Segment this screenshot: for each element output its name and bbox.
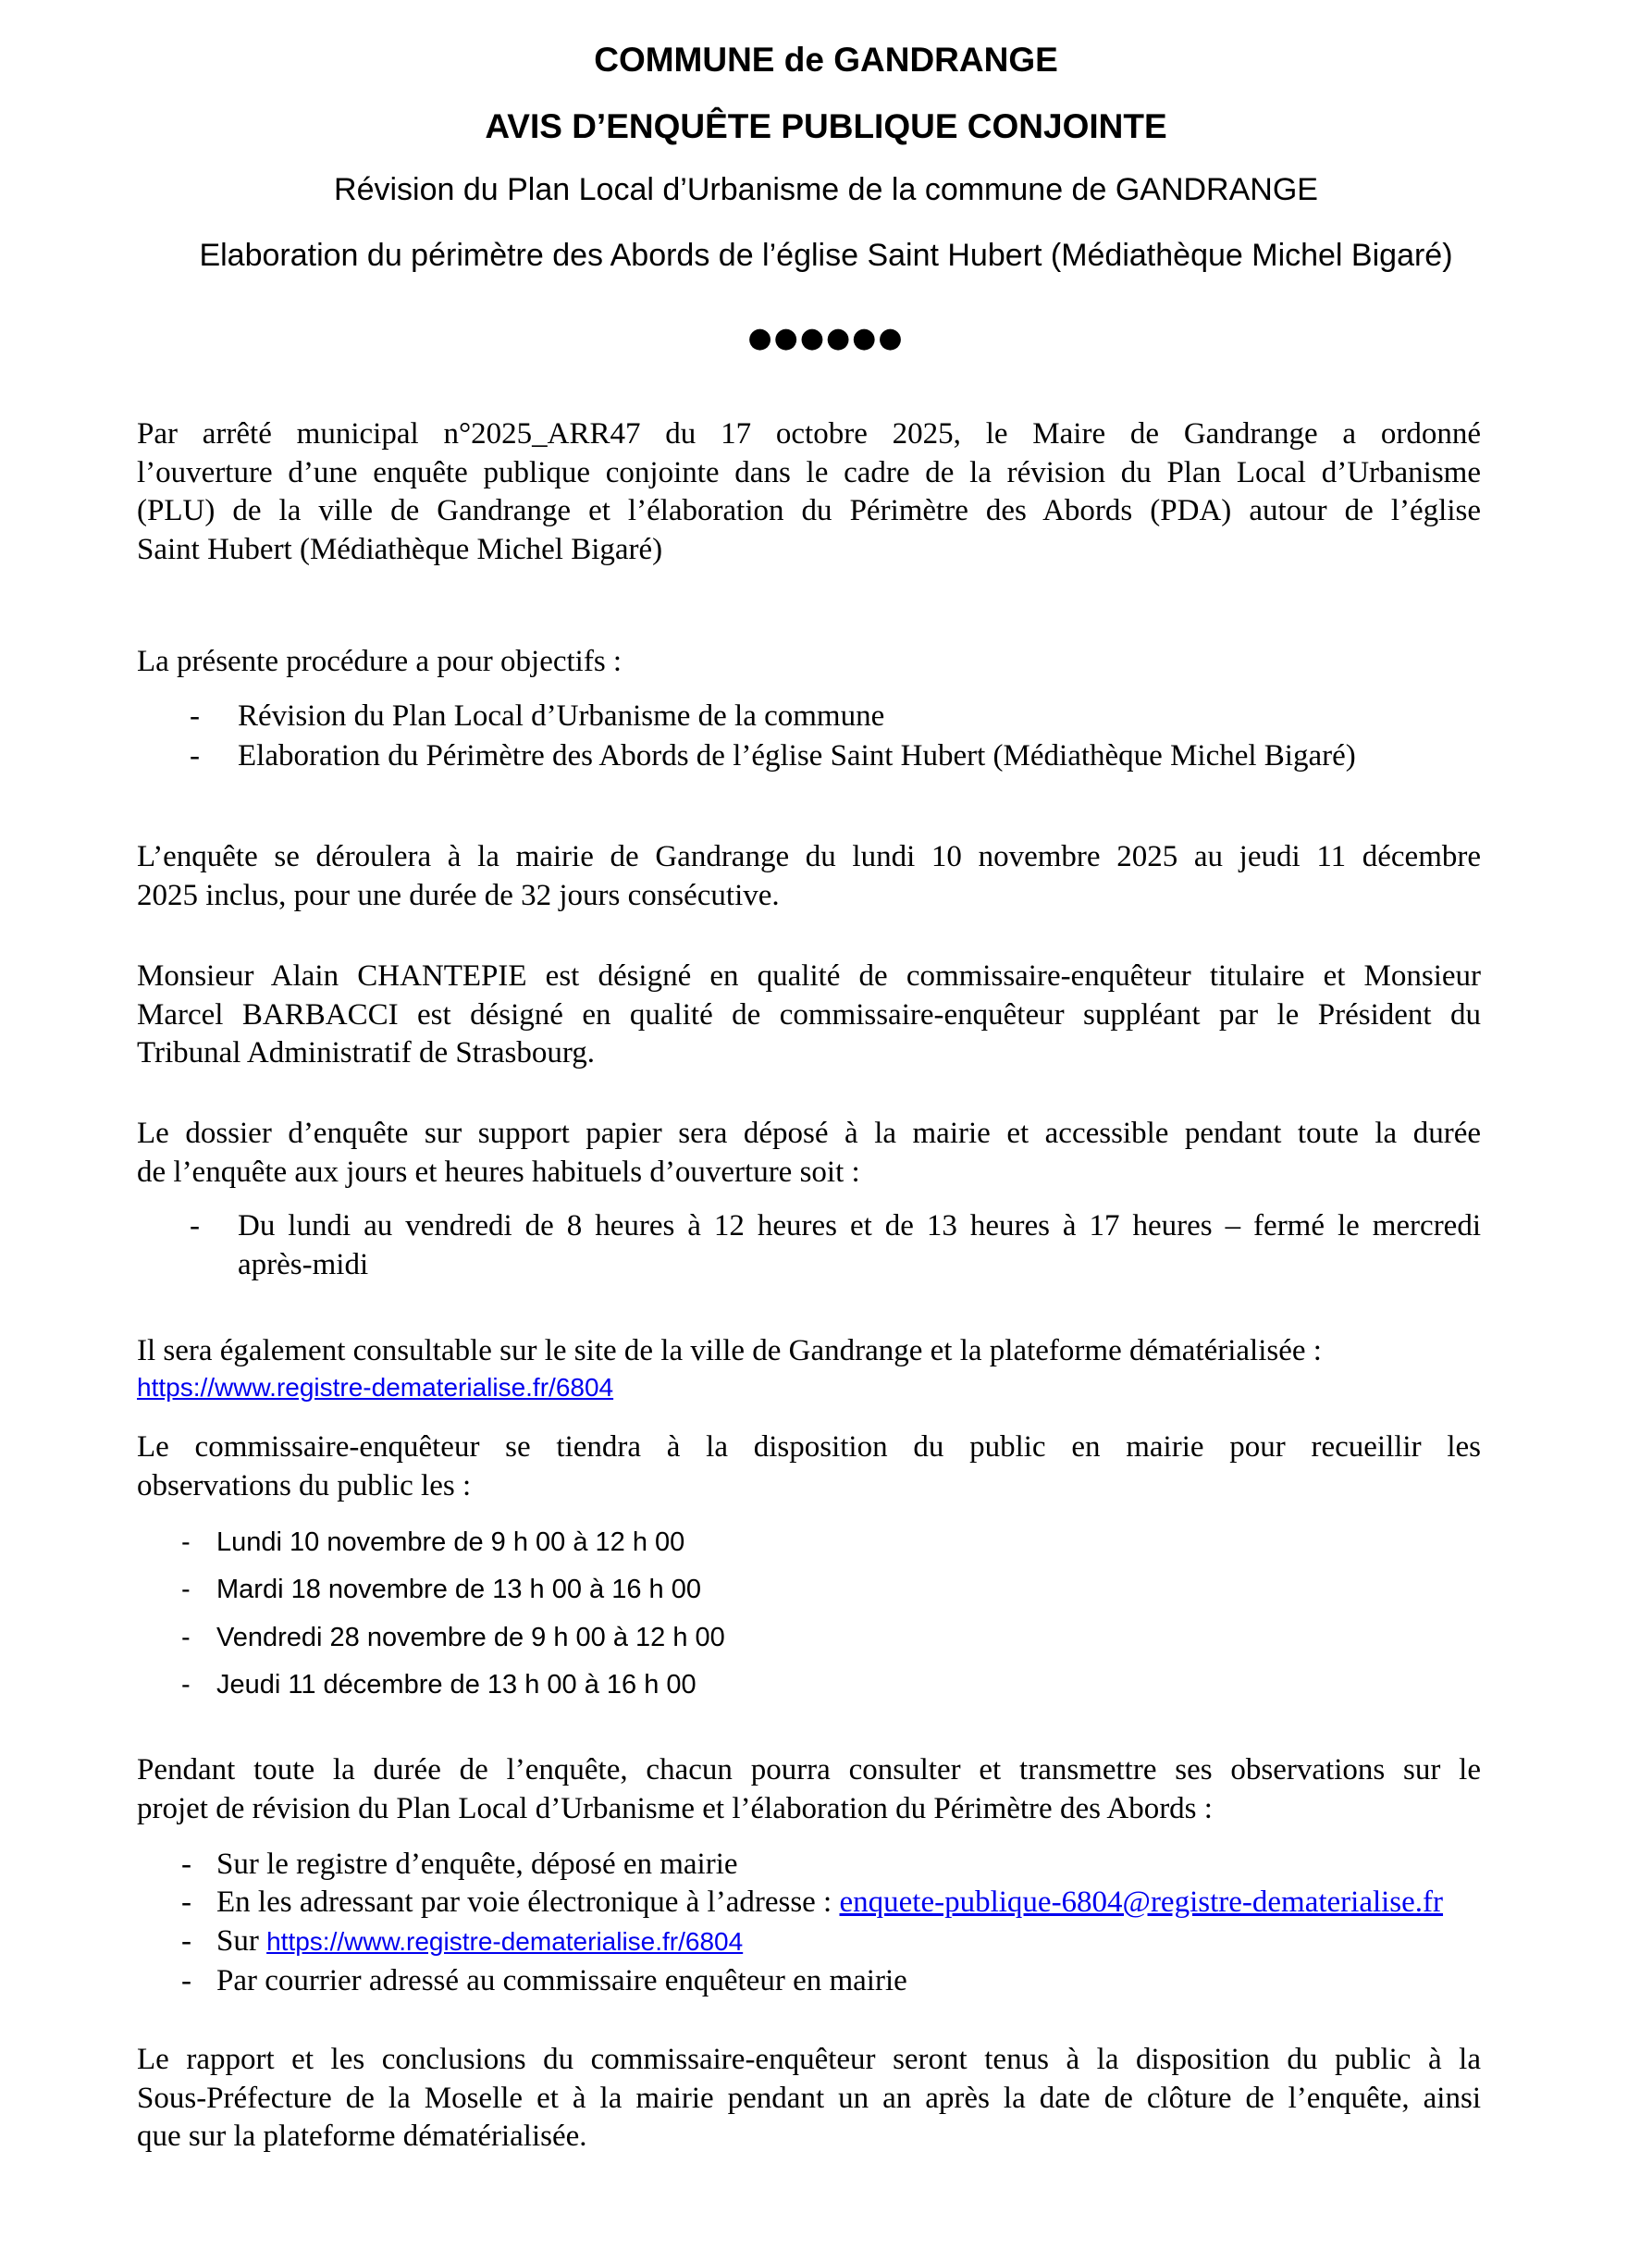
- list-item-hours: [238, 1207, 1481, 1284]
- list-dash: -: [190, 739, 200, 773]
- list-dash: -: [181, 1575, 191, 1604]
- paragraph-consultable: [137, 1332, 1481, 1404]
- separator-dots: ●●●●●●: [747, 322, 905, 354]
- text-line: que sur la plateforme dématérialisée.: [137, 2120, 587, 2153]
- text-line: La présente procédure a pour objectifs :: [137, 645, 623, 678]
- list-item-permanence: Vendredi 28 novembre de 9 h 00 à 12 h 00: [216, 1623, 725, 1652]
- paragraph-permanences: [137, 1428, 1481, 1505]
- text-line: de l’enquête aux jours et heures habituels d’ouverture soit :: [137, 1155, 860, 1189]
- list-item-means: [216, 1884, 1443, 1922]
- list-dash: -: [181, 1964, 191, 1997]
- text-line: (PLU) de la ville de Gandrange et l’élaboration du Périmètre des Abords (PDA) autour de l’église: [137, 494, 1481, 527]
- paragraph-dates: [137, 838, 1481, 915]
- header-title: AVIS D’ENQUÊTE PUBLIQUE CONJOINTE: [485, 107, 1167, 145]
- text-line: Pendant toute la durée de l’enquête, chacun pourra consulter et transmettre ses observations sur le: [137, 1753, 1481, 1786]
- text-line: l’ouverture d’une enquête publique conjointe dans le cadre de la révision du Plan Local d’Urbanisme: [137, 455, 1481, 489]
- text-line: Par arrêté municipal n°2025_ARR47 du 17 octobre 2025, le Maire de Gandrange a ordonné: [137, 417, 1481, 451]
- text-line: Saint Hubert (Médiathèque Michel Bigaré): [137, 532, 663, 566]
- text-line: Tribunal Administratif de Strasbourg.: [137, 1036, 595, 1069]
- text-line: Le dossier d’enquête sur support papier sera déposé à la mairie et accessible pendant toute la durée: [137, 1117, 1481, 1150]
- header-subtitle-plu: Révision du Plan Local d’Urbanisme de la commune de GANDRANGE: [334, 172, 1318, 207]
- list-item-means: Sur le registre d’enquête, déposé en mairie: [216, 1848, 738, 1881]
- text-line: Monsieur Alain CHANTEPIE est désigné en qualité de commissaire-enquêteur titulaire et Monsieur: [137, 959, 1481, 993]
- text-line: projet de révision du Plan Local d’Urbanisme et l’élaboration du Périmètre des Abords :: [137, 1791, 1213, 1825]
- text: Sur: [216, 1924, 267, 1958]
- text-line: Il sera également consultable sur le site de la ville de Gandrange et la plateforme dématérialisée :: [137, 1334, 1322, 1367]
- list-item-objective: Elaboration du Périmètre des Abords de l’église Saint Hubert (Médiathèque Michel Bigaré): [238, 739, 1356, 773]
- header-subtitle-pda: Elaboration du périmètre des Abords de l’église Saint Hubert (Médiathèque Michel Bigaré): [199, 238, 1453, 273]
- paragraph-commissaires: [137, 958, 1481, 1073]
- list-dash: -: [190, 1209, 200, 1242]
- text: En les adressant par voie électronique à l’adresse :: [216, 1885, 840, 1919]
- list-dash: -: [181, 1623, 191, 1652]
- list-dash: -: [181, 1924, 191, 1958]
- list-item-means: Par courrier adressé au commissaire enquêteur en mairie: [216, 1964, 907, 1997]
- text-line: Le rapport et les conclusions du commissaire-enquêteur seront tenus à la disposition du public à la: [137, 2043, 1481, 2076]
- list-dash: -: [181, 1670, 191, 1700]
- paragraph-objectifs: [137, 643, 1481, 682]
- text-line: après-midi: [238, 1247, 369, 1281]
- list-item-objective: Révision du Plan Local d’Urbanisme de la commune: [238, 699, 885, 733]
- list-dash: -: [190, 699, 200, 733]
- list-item-permanence: Lundi 10 novembre de 9 h 00 à 12 h 00: [216, 1527, 685, 1557]
- text-line: Le commissaire-enquêteur se tiendra à la disposition du public en mairie pour recueillir les: [137, 1430, 1481, 1464]
- header-commune: COMMUNE de GANDRANGE: [594, 41, 1058, 79]
- paragraph-dossier: [137, 1115, 1481, 1192]
- text-line: Marcel BARBACCI est désigné en qualité de commissaire-enquêteur suppléant par le Président du: [137, 997, 1481, 1032]
- list-item-permanence: Jeudi 11 décembre de 13 h 00 à 16 h 00: [216, 1670, 697, 1700]
- text-line: Du lundi au vendredi de 8 heures à 12 heures et de 13 heures à 17 heures – fermé le mercredi: [238, 1209, 1481, 1242]
- paragraph-observations: [137, 1751, 1481, 1828]
- text-line: observations du public les :: [137, 1468, 472, 1502]
- email-link[interactable]: enquete-publique-6804@registre-dematerialise.fr: [839, 1885, 1444, 1919]
- registre-link[interactable]: https://www.registre-dematerialise.fr/6804: [266, 1927, 744, 1956]
- text-line: 2025 inclus, pour une durée de 32 jours consécutive.: [137, 878, 780, 912]
- paragraph-rapport: [137, 2041, 1481, 2157]
- registre-link[interactable]: https://www.registre-dematerialise.fr/6804: [137, 1372, 614, 1402]
- paragraph-arrete: [137, 415, 1481, 569]
- list-item-permanence: Mardi 18 novembre de 13 h 00 à 16 h 00: [216, 1575, 701, 1604]
- list-item-means: [216, 1922, 743, 1961]
- list-dash: -: [181, 1885, 191, 1919]
- list-dash: -: [181, 1527, 191, 1557]
- list-dash: -: [181, 1848, 191, 1881]
- text-line: L’enquête se déroulera à la mairie de Gandrange du lundi 10 novembre 2025 au jeudi 11 décembre: [137, 840, 1481, 873]
- text-line: Sous-Préfecture de la Moselle et à la mairie pendant un an après la date de clôture de l’enquête, ainsi: [137, 2081, 1481, 2115]
